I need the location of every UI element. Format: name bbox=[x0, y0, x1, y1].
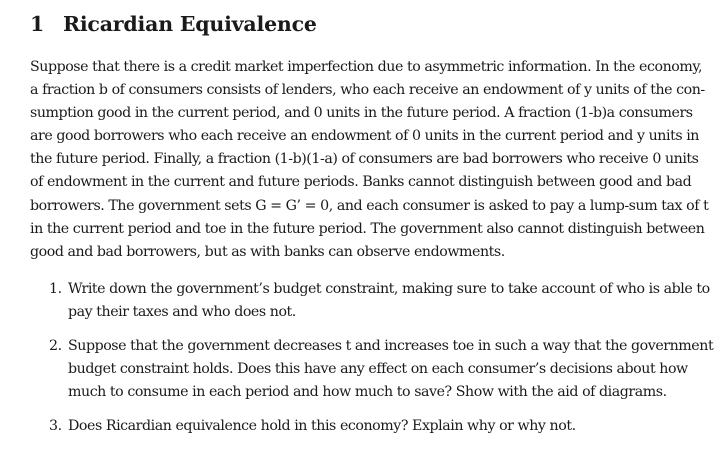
question-number: 3. bbox=[49, 418, 62, 435]
intro-line: a fraction b of consumers consists of lenders, who each receive an endowment of y units of the con- bbox=[30, 82, 705, 99]
question-item-2 bbox=[30, 335, 714, 404]
intro-line: good and bad borrowers, but as with banks can observe endowments. bbox=[30, 243, 505, 260]
question-item-1 bbox=[30, 278, 710, 324]
question-line: budget constraint holds. Does this have any effect on each consumer’s decisions about how bbox=[68, 361, 688, 378]
question-number: 2. bbox=[49, 338, 62, 355]
intro-paragraph bbox=[30, 56, 709, 264]
question-line: Write down the government’s budget constraint, making sure to take account of who is able to bbox=[68, 281, 710, 297]
intro-line: borrowers. The government sets G = G’ = 0, and each consumer is asked to pay a lump-sum tax of t bbox=[30, 197, 709, 214]
question-list bbox=[30, 278, 714, 439]
intro-line: sumption good in the current period, and 0 units in the future period. A fraction (1-b)a consumers bbox=[30, 105, 693, 122]
section-title: Ricardian Equivalence bbox=[63, 12, 317, 36]
question-number: 1. bbox=[49, 281, 62, 297]
intro-line: are good borrowers who each receive an endowment of 0 units in the current period and y units in bbox=[30, 128, 699, 145]
intro-line: of endowment in the current and future periods. Banks cannot distinguish between good and bad bbox=[30, 174, 692, 191]
question-item-3 bbox=[30, 415, 698, 438]
section-number: 1 bbox=[30, 12, 45, 36]
section-heading bbox=[30, 10, 317, 38]
intro-line: in the current period and toe in the future period. The government also cannot distinguish between bbox=[30, 220, 705, 237]
question-line: Suppose that the government decreases t and increases toe in such a way that the government bbox=[68, 338, 714, 355]
question-line: much to consume in each period and how much to save? Show with the aid of diagrams. bbox=[68, 384, 667, 401]
question-line: pay their taxes and who does not. bbox=[68, 304, 296, 321]
intro-line: the future period. Finally, a fraction (1-b)(1-a) of consumers are bad borrowers who receive 0 units bbox=[30, 151, 699, 168]
intro-line: Suppose that there is a credit market imperfection due to asymmetric information. In the economy, bbox=[30, 59, 703, 75]
question-line: Does Ricardian equivalence hold in this economy? Explain why or why not. bbox=[68, 418, 576, 435]
